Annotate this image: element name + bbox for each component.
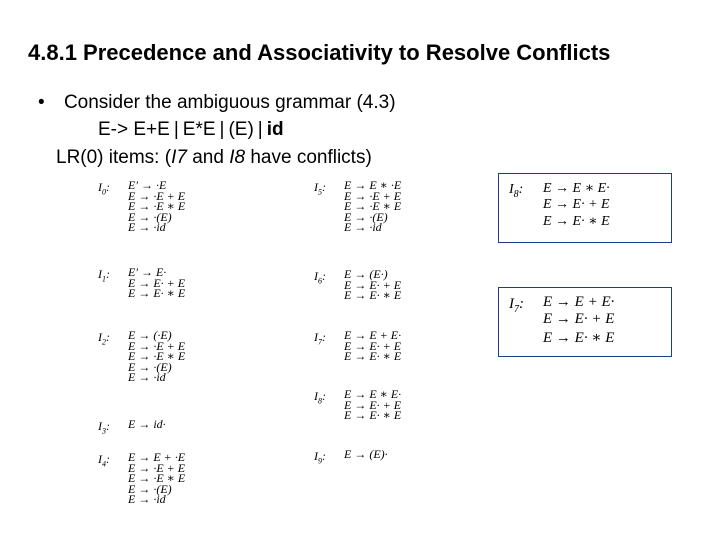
grammar-alt-id: id (266, 119, 284, 140)
box-label: $I_8$: (509, 182, 524, 200)
lr-items-caption (56, 147, 372, 169)
lr-prefix: LR(0) items: ( (56, 147, 172, 168)
lr-item: E → E + E· (344, 328, 402, 342)
lr-item: E → (E·) (344, 267, 388, 281)
lr-item: E → E ∗ ·E (344, 178, 402, 192)
lr-item: E → E· + E (344, 277, 402, 292)
box-item: E → E· ∗ E (543, 214, 610, 229)
lr-item: E → E· ∗ E (344, 408, 402, 422)
box-item: E → E ∗ E· (543, 181, 610, 196)
lr-suffix: have conflicts) (245, 147, 372, 168)
conflict-box-i8 (498, 173, 672, 243)
lr-item: E → ·E + E (128, 188, 186, 203)
box-item: E → E + E· (543, 294, 615, 310)
set-label: $I_7$: (314, 330, 326, 347)
bullet-symbol: • (38, 92, 45, 113)
lr-item: E → E· + E (344, 338, 402, 353)
lr-item: E → E ∗ E· (344, 387, 402, 401)
lr-item: E′ → E· (128, 265, 167, 279)
lr-item: E → ·E + E (128, 338, 186, 353)
lr-item: E → ·E ∗ E (344, 199, 402, 213)
lr-i8: I8 (229, 147, 246, 168)
grammar-separator: | (257, 119, 263, 140)
grammar-separator: | (219, 119, 225, 140)
lr-item: E → E· ∗ E (344, 349, 402, 363)
box-item: E → E· ∗ E (543, 330, 615, 346)
box-label: $I_7$: (509, 296, 524, 315)
lr-item: E → (·E) (128, 328, 172, 342)
lr-item: E → ·E ∗ E (128, 349, 186, 363)
lr-item: E → id· (128, 417, 166, 431)
lr-item: E → ·(E) (344, 209, 388, 224)
lr-item: E → ·id (128, 492, 166, 506)
lr-item: E → (E)· (344, 447, 388, 461)
bullet-item (38, 92, 396, 114)
grammar-separator: | (173, 119, 179, 140)
lr-item: E → E + ·E (128, 450, 186, 464)
lr-item: E′ → ·E (128, 178, 167, 192)
set-label: $I_5$: (314, 180, 326, 197)
grammar-head: E-> E+E (98, 119, 170, 140)
lr-item: E → ·id (128, 370, 166, 384)
box-item: E → E· + E (543, 197, 610, 212)
lr-item: E → ·(E) (128, 209, 172, 224)
set-label: $I_6$: (314, 269, 326, 286)
lr-item: E → ·E ∗ E (128, 471, 186, 485)
lr-item: E → ·id (128, 220, 166, 234)
lr-item: E → E· ∗ E (344, 288, 402, 302)
set-label: $I_1$: (98, 267, 110, 284)
lr-item: E → E· + E (128, 275, 186, 290)
lr-and: and (186, 147, 230, 168)
lr-item: E → ·(E) (128, 481, 172, 496)
conflict-box-i7 (498, 287, 672, 357)
lr-item: E → E· + E (344, 397, 402, 412)
lr-item: E → ·id (344, 220, 382, 234)
bullet-text: Consider the ambiguous grammar (4.3) (63, 92, 396, 113)
lr-item: E → ·(E) (128, 359, 172, 374)
set-label: $I_4$: (98, 452, 110, 469)
lr-item: E → ·E ∗ E (128, 199, 186, 213)
lr-i7: I7 (171, 147, 187, 168)
grammar-alt-mult: E*E (182, 119, 216, 140)
set-label: $I_9$: (314, 449, 326, 466)
lr-item: E → E· ∗ E (128, 286, 186, 300)
box-item: E → E· + E (543, 311, 615, 327)
lr-item: E → ·E + E (344, 188, 402, 203)
set-label: $I_3$: (98, 419, 110, 436)
lr-item: E → ·E + E (128, 460, 186, 475)
slide-title: 4.8.1 Precedence and Associativity to Resolve Conflicts (28, 40, 611, 65)
set-label: $I_0$: (98, 180, 110, 197)
grammar-alt-paren: (E) (228, 119, 254, 140)
grammar-rule (98, 119, 284, 141)
set-label: $I_8$: (314, 389, 326, 406)
set-label: $I_2$: (98, 330, 110, 347)
